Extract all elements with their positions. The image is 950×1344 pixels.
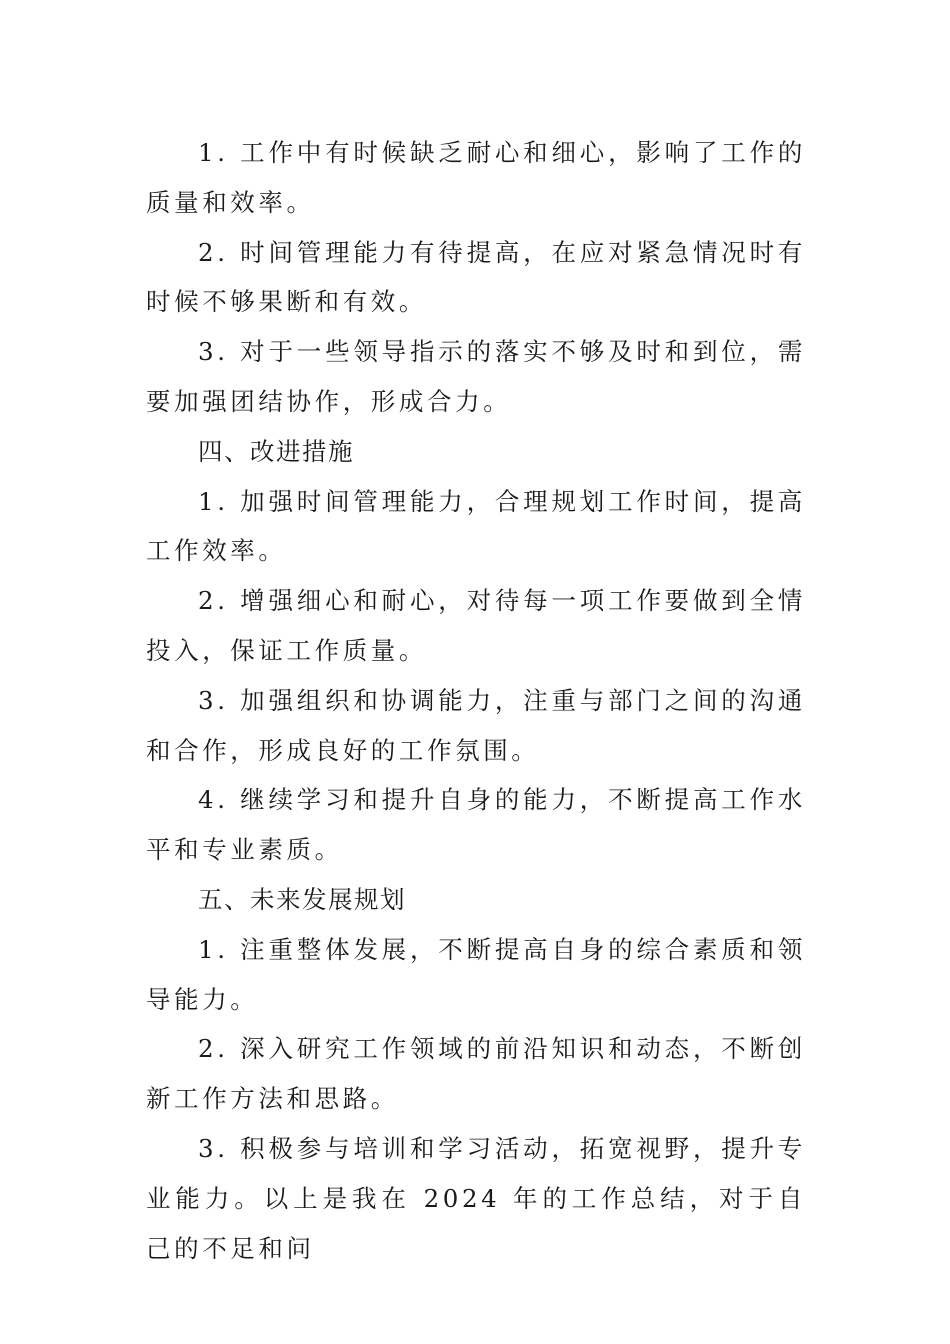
paragraph-shortcoming-1: 1. 工作中有时候缺乏耐心和细心，影响了工作的质量和效率。 (146, 138, 806, 217)
section-heading-improvement: 四、改进措施 (198, 436, 354, 466)
section-heading-future-plan: 五、未来发展规划 (198, 884, 406, 914)
paragraph-plan-2: 2. 深入研究工作领域的前沿知识和动态，不断创新工作方法和思路。 (146, 1034, 806, 1114)
paragraph-plan-1: 1. 注重整体发展，不断提高自身的综合素质和领导能力。 (146, 934, 806, 1014)
paragraph-plan-3: 3. 积极参与培训和学习活动，拓宽视野，提升专业能力。以上是我在 2024 年的工作总结，对于自己的不足和问 (146, 1133, 806, 1263)
paragraph-improvement-4: 4. 继续学习和提升自身的能力，不断提高工作水平和专业素质。 (146, 785, 806, 865)
paragraph-improvement-3: 3. 加强组织和协调能力，注重与部门之间的沟通和合作，形成良好的工作氛围。 (146, 685, 806, 765)
paragraph-shortcoming-2: 2. 时间管理能力有待提高，在应对紧急情况时有时候不够果断和有效。 (146, 237, 806, 317)
paragraph-improvement-2: 2. 增强细心和耐心，对待每一项工作要做到全情投入，保证工作质量。 (146, 586, 806, 665)
document-body (146, 128, 806, 1273)
paragraph-shortcoming-3: 3. 对于一些领导指示的落实不够及时和到位，需要加强团结协作，形成合力。 (146, 337, 806, 416)
paragraph-improvement-1: 1. 加强时间管理能力，合理规划工作时间，提高工作效率。 (146, 486, 806, 566)
